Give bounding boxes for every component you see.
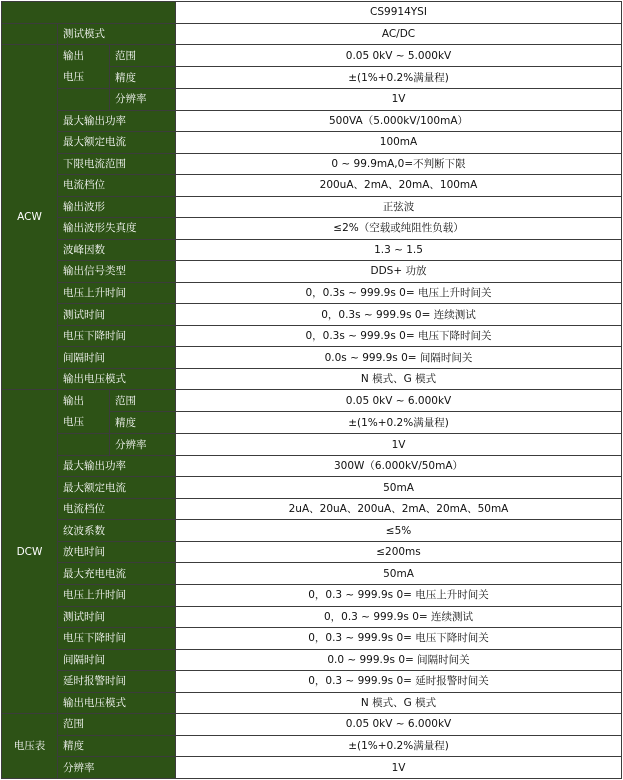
acw-spec-value: 200uA、2mA、20mA、100mA (176, 175, 622, 197)
dcw-spec-row (2, 541, 622, 563)
acw-spec-row (2, 175, 622, 197)
acw-spec-label: 下限电流范围 (58, 153, 176, 175)
dcw-spec-row (2, 584, 622, 606)
acw-spec-label: 输出波形 (58, 196, 176, 218)
test-mode-blank (2, 23, 58, 45)
acw-range-value: 0.05 0kV ~ 5.000kV (176, 45, 622, 67)
acw-spec-row (2, 218, 622, 240)
acw-range-label: 范围 (110, 45, 176, 67)
dcw-resolution-value: 1V (176, 434, 622, 456)
voltmeter-range-value: 0.05 0kV ~ 6.000kV (176, 714, 622, 736)
dcw-spec-label: 纹波系数 (58, 520, 176, 542)
dcw-spec-row (2, 477, 622, 499)
dcw-range-row (2, 390, 622, 412)
acw-spec-label: 测试时间 (58, 304, 176, 326)
dcw-spec-label: 间隔时间 (58, 649, 176, 671)
dcw-resolution-label: 分辨率 (110, 434, 176, 456)
voltmeter-resolution-row (2, 757, 622, 779)
voltmeter-resolution-label: 分辨率 (58, 757, 176, 779)
dcw-spec-row (2, 671, 622, 693)
dcw-spec-label: 测试时间 (58, 606, 176, 628)
acw-spec-value: 500VA（5.000kV/100mA） (176, 110, 622, 132)
test-mode-label: 测试模式 (58, 23, 176, 45)
acw-spec-row (2, 132, 622, 154)
acw-range-row (2, 45, 622, 67)
acw-output-voltage-label: 输出 电压 (58, 45, 110, 89)
dcw-spec-value: N 模式、G 模式 (176, 692, 622, 714)
dcw-resolution-row (2, 434, 622, 456)
acw-resolution-label: 分辨率 (110, 89, 176, 111)
dcw-spec-label: 放电时间 (58, 541, 176, 563)
acw-spec-label: 电压上升时间 (58, 282, 176, 304)
dcw-spec-row (2, 498, 622, 520)
dcw-spec-value: 0，0.3 ~ 999.9s 0= 电压下降时间关 (176, 628, 622, 650)
dcw-spec-label: 延时报警时间 (58, 671, 176, 693)
acw-spec-value: ≤2%（空载或纯阻性负载） (176, 218, 622, 240)
model-header-blank (2, 2, 176, 24)
acw-spec-row (2, 110, 622, 132)
dcw-spec-label: 最大充电电流 (58, 563, 176, 585)
voltmeter-range-label: 范围 (58, 714, 176, 736)
acw-spec-value: 0 ~ 99.9mA,0=不判断下限 (176, 153, 622, 175)
acw-spec-row (2, 325, 622, 347)
dcw-spec-label: 最大额定电流 (58, 477, 176, 499)
acw-spec-label: 输出波形失真度 (58, 218, 176, 240)
acw-spec-value: 正弦波 (176, 196, 622, 218)
voltmeter-range-row (2, 714, 622, 736)
dcw-spec-row (2, 692, 622, 714)
dcw-spec-label: 电流档位 (58, 498, 176, 520)
acw-spec-row (2, 196, 622, 218)
acw-accuracy-label: 精度 (110, 67, 176, 89)
dcw-spec-row (2, 649, 622, 671)
voltmeter-accuracy-label: 精度 (58, 735, 176, 757)
test-mode-row (2, 23, 622, 45)
dcw-spec-value: ≤200ms (176, 541, 622, 563)
dcw-spec-label: 输出电压模式 (58, 692, 176, 714)
model-row (2, 2, 622, 24)
acw-section-label: ACW (2, 45, 58, 390)
acw-spec-row (2, 153, 622, 175)
acw-spec-label: 输出信号类型 (58, 261, 176, 283)
voltmeter-accuracy-value: ±(1%+0.2%满量程) (176, 735, 622, 757)
acw-resolution-value: 1V (176, 89, 622, 111)
dcw-spec-row (2, 628, 622, 650)
acw-spec-value: DDS+ 功放 (176, 261, 622, 283)
acw-spec-row (2, 261, 622, 283)
acw-spec-value: 0，0.3s ~ 999.9s 0= 电压上升时间关 (176, 282, 622, 304)
dcw-spec-label: 电压下降时间 (58, 628, 176, 650)
acw-spec-label: 波峰因数 (58, 239, 176, 261)
acw-accuracy-value: ±(1%+0.2%满量程) (176, 67, 622, 89)
dcw-spec-row (2, 563, 622, 585)
acw-spec-label: 电压下降时间 (58, 325, 176, 347)
dcw-range-value: 0.05 0kV ~ 6.000kV (176, 390, 622, 412)
dcw-range-label: 范围 (110, 390, 176, 412)
dcw-resolution-blank (58, 434, 110, 456)
acw-spec-label: 间隔时间 (58, 347, 176, 369)
dcw-spec-value: 50mA (176, 477, 622, 499)
model-name: CS9914YSI (176, 2, 622, 24)
spec-table (1, 1, 622, 779)
acw-spec-row (2, 239, 622, 261)
dcw-spec-row (2, 606, 622, 628)
dcw-spec-value: 50mA (176, 563, 622, 585)
dcw-spec-label: 电压上升时间 (58, 584, 176, 606)
acw-spec-row (2, 304, 622, 326)
dcw-spec-row (2, 455, 622, 477)
dcw-section-label: DCW (2, 390, 58, 714)
acw-spec-label: 最大输出功率 (58, 110, 176, 132)
dcw-accuracy-value: ±(1%+0.2%满量程) (176, 412, 622, 434)
dcw-spec-value: 0，0.3 ~ 999.9s 0= 电压上升时间关 (176, 584, 622, 606)
dcw-output-voltage-label: 输出 电压 (58, 390, 110, 434)
acw-resolution-blank (58, 89, 110, 111)
dcw-spec-value: 0.0 ~ 999.9s 0= 间隔时间关 (176, 649, 622, 671)
acw-spec-value: 0.0s ~ 999.9s 0= 间隔时间关 (176, 347, 622, 369)
voltmeter-resolution-value: 1V (176, 757, 622, 779)
voltmeter-accuracy-row (2, 735, 622, 757)
voltmeter-section-label: 电压表 (2, 714, 58, 779)
dcw-accuracy-label: 精度 (110, 412, 176, 434)
dcw-spec-value: ≤5% (176, 520, 622, 542)
acw-spec-value: 1.3 ~ 1.5 (176, 239, 622, 261)
acw-spec-value: N 模式、G 模式 (176, 368, 622, 390)
dcw-spec-row (2, 520, 622, 542)
dcw-spec-value: 0，0.3 ~ 999.9s 0= 延时报警时间关 (176, 671, 622, 693)
acw-spec-value: 0，0.3s ~ 999.9s 0= 电压下降时间关 (176, 325, 622, 347)
dcw-spec-value: 300W（6.000kV/50mA） (176, 455, 622, 477)
acw-spec-value: 100mA (176, 132, 622, 154)
acw-resolution-row (2, 89, 622, 111)
acw-spec-row (2, 347, 622, 369)
acw-spec-label: 输出电压模式 (58, 368, 176, 390)
acw-spec-row (2, 282, 622, 304)
dcw-spec-value: 0，0.3 ~ 999.9s 0= 连续测试 (176, 606, 622, 628)
acw-spec-label: 最大额定电流 (58, 132, 176, 154)
dcw-spec-value: 2uA、20uA、200uA、2mA、20mA、50mA (176, 498, 622, 520)
acw-spec-row (2, 368, 622, 390)
acw-spec-label: 电流档位 (58, 175, 176, 197)
acw-spec-value: 0，0.3s ~ 999.9s 0= 连续测试 (176, 304, 622, 326)
test-mode-value: AC/DC (176, 23, 622, 45)
dcw-spec-label: 最大输出功率 (58, 455, 176, 477)
